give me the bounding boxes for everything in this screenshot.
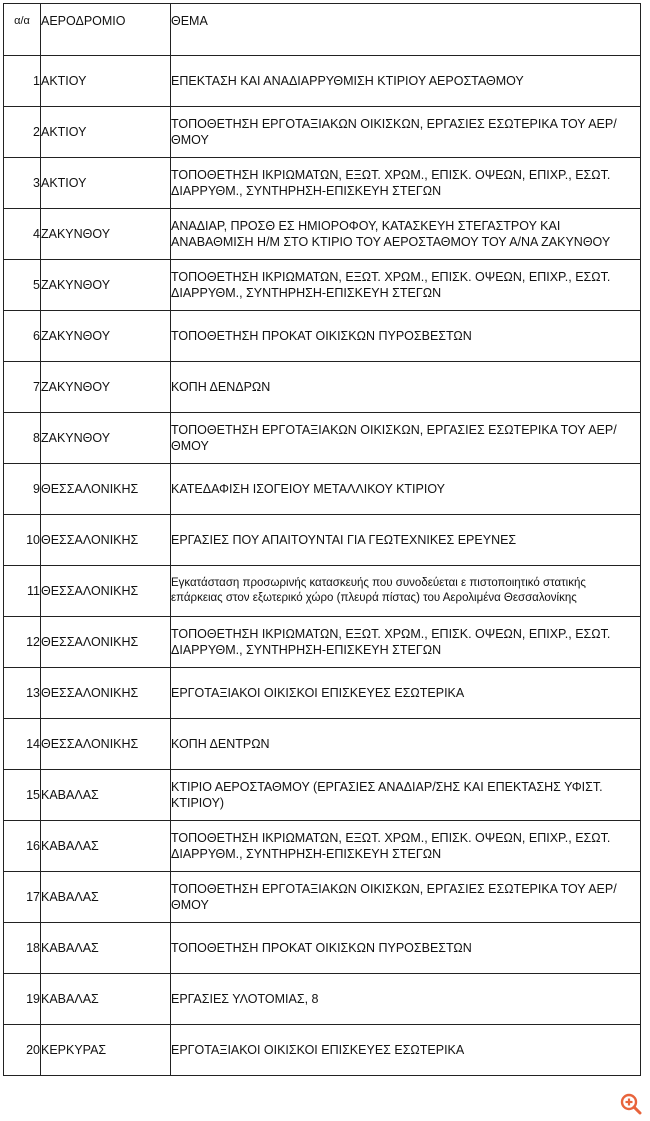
row-subject: ΚΑΤΕΔΑΦΙΣΗ ΙΣΟΓΕΙΟΥ ΜΕΤΑΛΛΙΚΟΥ ΚΤΙΡΙΟΥ [171,464,641,515]
row-airport: ΖΑΚΥΝΘΟΥ [41,260,171,311]
header-airport: ΑΕΡΟΔΡΟΜΙΟ [41,4,171,56]
table-row [4,209,641,260]
row-number: 17 [4,872,41,923]
row-number: 15 [4,770,41,821]
row-airport: ΑΚΤΙΟΥ [41,107,171,158]
row-airport: ΘΕΣΣΑΛΟΝΙΚΗΣ [41,515,171,566]
table-row [4,923,641,974]
row-number: 1 [4,56,41,107]
row-airport: ΚΑΒΑΛΑΣ [41,872,171,923]
row-number: 16 [4,821,41,872]
row-subject: ΤΟΠΟΘΕΤΗΣΗ ΠΡΟΚΑΤ ΟΙΚΙΣΚΩΝ ΠΥΡΟΣΒΕΣΤΩΝ [171,311,641,362]
row-number: 10 [4,515,41,566]
row-subject: ΤΟΠΟΘΕΤΗΣΗ ΠΡΟΚΑΤ ΟΙΚΙΣΚΩΝ ΠΥΡΟΣΒΕΣΤΩΝ [171,923,641,974]
row-subject: ΑΝΑΔΙΑΡ, ΠΡΟΣΘ ΕΣ ΗΜΙΟΡΟΦΟΥ, ΚΑΤΑΣΚΕΥΗ ΣΤΕΓΑΣΤΡΟΥ ΚΑΙ ΑΝΑΒΑΘΜΙΣΗ Η/Μ ΣΤΟ ΚΤΙΡΙΟ ΤΟΥ ΑΕΡΟΣΤΑΘΜΟΥ ΤΟΥ Α/ΝΑ ΖΑΚΥΝΘΟΥ [171,209,641,260]
row-airport: ΘΕΣΣΑΛΟΝΙΚΗΣ [41,464,171,515]
table-row [4,158,641,209]
row-subject: ΚΤΙΡΙΟ ΑΕΡΟΣΤΑΘΜΟΥ (ΕΡΓΑΣΙΕΣ ΑΝΑΔΙΑΡ/ΣΗΣ ΚΑΙ ΕΠΕΚΤΑΣΗΣ ΥΦΙΣΤ. ΚΤΙΡΙΟΥ) [171,770,641,821]
row-airport: ΚΑΒΑΛΑΣ [41,974,171,1025]
table-row [4,311,641,362]
row-subject: ΚΟΠΗ ΔΕΝΤΡΩΝ [171,719,641,770]
header-num: α/α [4,4,41,56]
row-subject: ΤΟΠΟΘΕΤΗΣΗ ΙΚΡΙΩΜΑΤΩΝ, ΕΞΩΤ. ΧΡΩΜ., ΕΠΙΣΚ. ΟΨΕΩΝ, ΕΠΙΧΡ., ΕΣΩΤ. ΔΙΑΡΡΥΘΜ., ΣΥΝΤΗΡΗΣΗ-ΕΠΙΣΚΕΥΗ ΣΤΕΓΩΝ [171,821,641,872]
row-subject: ΤΟΠΟΘΕΤΗΣΗ ΕΡΓΟΤΑΞΙΑΚΩΝ ΟΙΚΙΣΚΩΝ, ΕΡΓΑΣΙΕΣ ΕΣΩΤΕΡΙΚΑ ΤΟΥ ΑΕΡ/ΘΜΟΥ [171,107,641,158]
row-airport: ΘΕΣΣΑΛΟΝΙΚΗΣ [41,668,171,719]
row-airport: ΖΑΚΥΝΘΟΥ [41,311,171,362]
row-airport: ΘΕΣΣΑΛΟΝΙΚΗΣ [41,719,171,770]
row-subject: ΕΡΓΑΣΙΕΣ ΠΟΥ ΑΠΑΙΤΟΥΝΤΑΙ ΓΙΑ ΓΕΩΤΕΧΝΙΚΕΣ ΕΡΕΥΝΕΣ [171,515,641,566]
table-row [4,617,641,668]
table-row [4,821,641,872]
row-number: 2 [4,107,41,158]
row-airport: ΚΑΒΑΛΑΣ [41,923,171,974]
row-number: 6 [4,311,41,362]
zoom-in-icon[interactable] [619,1092,643,1116]
table-row [4,362,641,413]
row-number: 20 [4,1025,41,1076]
header-subject: ΘΕΜΑ [171,4,641,56]
table-header-row [4,4,641,56]
table-row [4,770,641,821]
row-number: 3 [4,158,41,209]
table-row [4,107,641,158]
row-airport: ΘΕΣΣΑΛΟΝΙΚΗΣ [41,566,171,617]
row-subject: ΕΡΓΟΤΑΞΙΑΚΟΙ ΟΙΚΙΣΚΟΙ ΕΠΙΣΚΕΥΕΣ ΕΣΩΤΕΡΙΚΑ [171,668,641,719]
row-subject: ΕΡΓΑΣΙΕΣ ΥΛΟΤΟΜΙΑΣ, 8 [171,974,641,1025]
row-number: 19 [4,974,41,1025]
row-subject: Εγκατάσταση προσωρινής κατασκευής που συνοδεύεται ε πιστοποιητικό στατικής επάρκειας στον εξωτερικό χώρο (πλευρά πίστας) του Αερολιμένα Θεσσαλονίκης [171,566,641,617]
row-subject: ΕΡΓΟΤΑΞΙΑΚΟΙ ΟΙΚΙΣΚΟΙ ΕΠΙΣΚΕΥΕΣ ΕΣΩΤΕΡΙΚΑ [171,1025,641,1076]
table-row [4,413,641,464]
row-number: 4 [4,209,41,260]
table-row [4,974,641,1025]
row-airport: ΚΕΡΚΥΡΑΣ [41,1025,171,1076]
row-airport: ΑΚΤΙΟΥ [41,56,171,107]
row-number: 12 [4,617,41,668]
row-subject: ΕΠΕΚΤΑΣΗ ΚΑΙ ΑΝΑΔΙΑΡΡΥΘΜΙΣΗ ΚΤΙΡΙΟΥ ΑΕΡΟΣΤΑΘΜΟΥ [171,56,641,107]
row-number: 5 [4,260,41,311]
row-subject: ΤΟΠΟΘΕΤΗΣΗ ΙΚΡΙΩΜΑΤΩΝ, ΕΞΩΤ. ΧΡΩΜ., ΕΠΙΣΚ. ΟΨΕΩΝ, ΕΠΙΧΡ., ΕΣΩΤ. ΔΙΑΡΡΥΘΜ., ΣΥΝΤΗΡΗΣΗ-ΕΠΙΣΚΕΥΗ ΣΤΕΓΩΝ [171,617,641,668]
row-subject: ΤΟΠΟΘΕΤΗΣΗ ΕΡΓΟΤΑΞΙΑΚΩΝ ΟΙΚΙΣΚΩΝ, ΕΡΓΑΣΙΕΣ ΕΣΩΤΕΡΙΚΑ ΤΟΥ ΑΕΡ/ΘΜΟΥ [171,872,641,923]
row-number: 18 [4,923,41,974]
row-airport: ΚΑΒΑΛΑΣ [41,821,171,872]
row-number: 8 [4,413,41,464]
table-row [4,668,641,719]
row-number: 14 [4,719,41,770]
table-row [4,56,641,107]
table-row [4,566,641,617]
table-row [4,872,641,923]
row-airport: ΖΑΚΥΝΘΟΥ [41,413,171,464]
row-number: 7 [4,362,41,413]
row-subject: ΤΟΠΟΘΕΤΗΣΗ ΕΡΓΟΤΑΞΙΑΚΩΝ ΟΙΚΙΣΚΩΝ, ΕΡΓΑΣΙΕΣ ΕΣΩΤΕΡΙΚΑ ΤΟΥ ΑΕΡ/ΘΜΟΥ [171,413,641,464]
row-number: 11 [4,566,41,617]
table-row [4,1025,641,1076]
row-airport: ΖΑΚΥΝΘΟΥ [41,209,171,260]
table-row [4,464,641,515]
row-subject: ΤΟΠΟΘΕΤΗΣΗ ΙΚΡΙΩΜΑΤΩΝ, ΕΞΩΤ. ΧΡΩΜ., ΕΠΙΣΚ. ΟΨΕΩΝ, ΕΠΙΧΡ., ΕΣΩΤ. ΔΙΑΡΡΥΘΜ., ΣΥΝΤΗΡΗΣΗ-ΕΠΙΣΚΕΥΗ ΣΤΕΓΩΝ [171,158,641,209]
table-row [4,719,641,770]
row-subject: ΤΟΠΟΘΕΤΗΣΗ ΙΚΡΙΩΜΑΤΩΝ, ΕΞΩΤ. ΧΡΩΜ., ΕΠΙΣΚ. ΟΨΕΩΝ, ΕΠΙΧΡ., ΕΣΩΤ. ΔΙΑΡΡΥΘΜ., ΣΥΝΤΗΡΗΣΗ-ΕΠΙΣΚΕΥΗ ΣΤΕΓΩΝ [171,260,641,311]
row-subject: ΚΟΠΗ ΔΕΝΔΡΩΝ [171,362,641,413]
row-airport: ΑΚΤΙΟΥ [41,158,171,209]
table-row [4,515,641,566]
table-row [4,260,641,311]
row-airport: ΚΑΒΑΛΑΣ [41,770,171,821]
row-number: 13 [4,668,41,719]
row-airport: ΖΑΚΥΝΘΟΥ [41,362,171,413]
row-airport: ΘΕΣΣΑΛΟΝΙΚΗΣ [41,617,171,668]
row-number: 9 [4,464,41,515]
airport-works-table [3,3,641,1076]
